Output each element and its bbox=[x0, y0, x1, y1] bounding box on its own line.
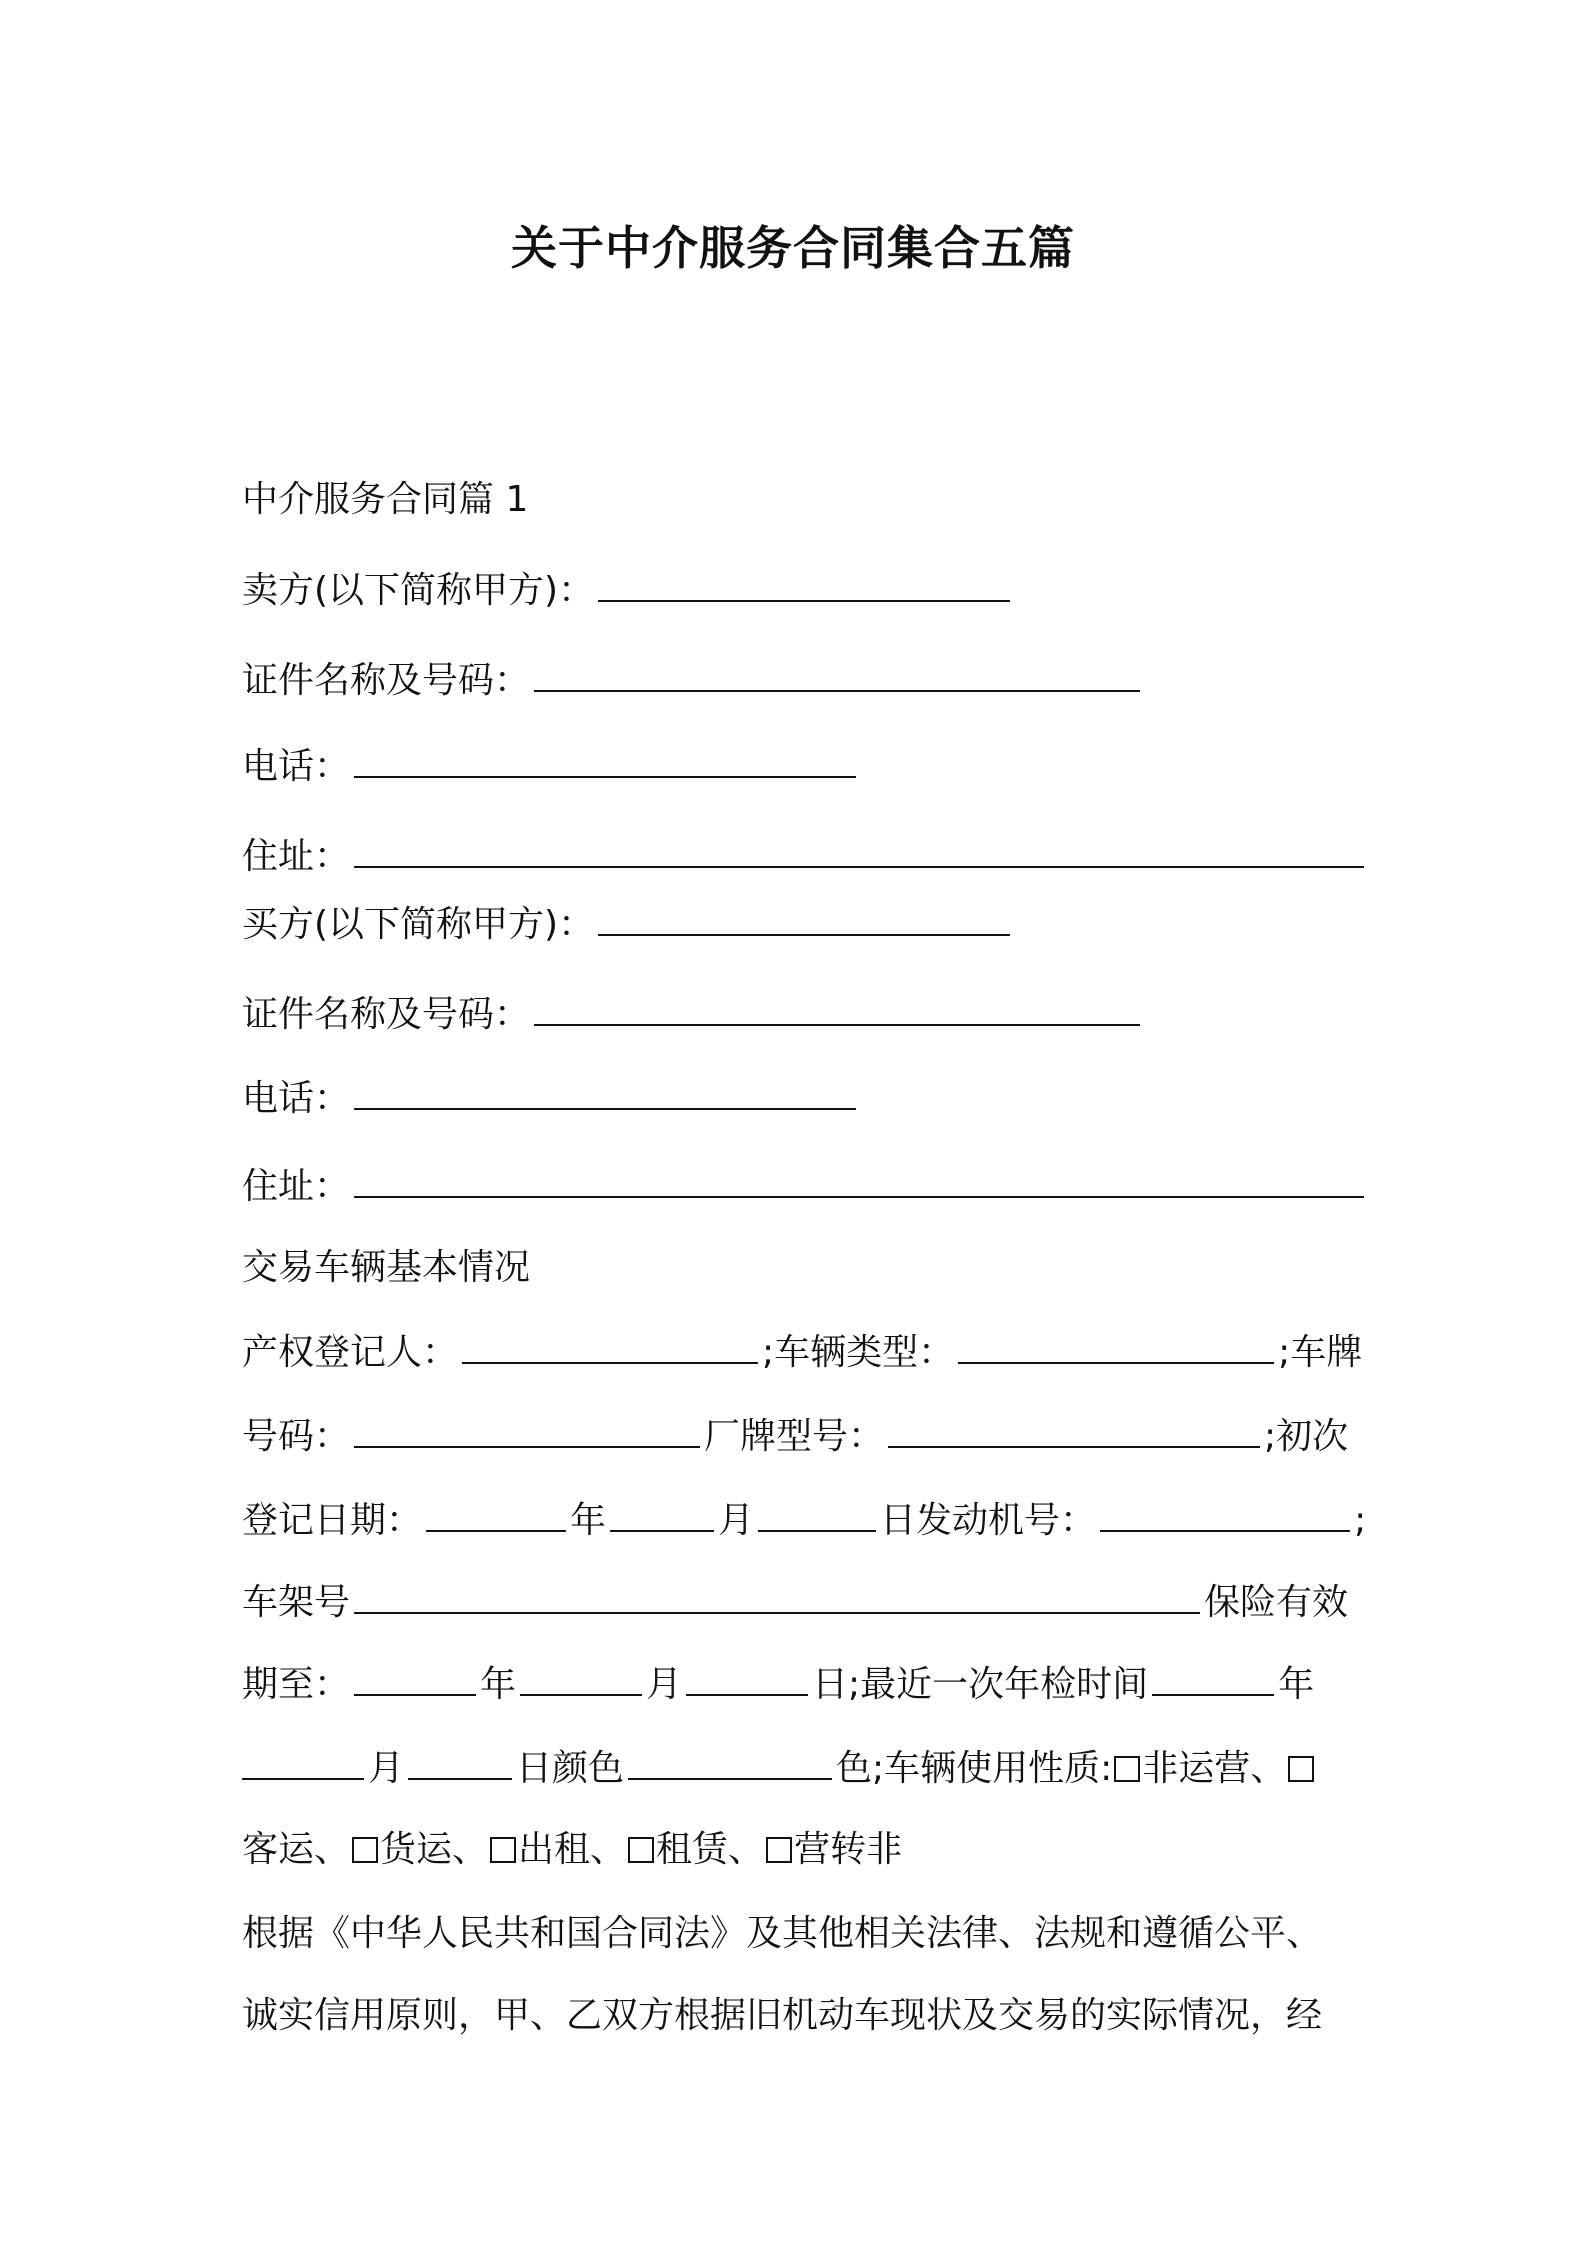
buyer-row bbox=[242, 898, 1014, 951]
usage-option-5: 营转非 bbox=[794, 1829, 903, 1870]
buyer-phone-label: 电话： bbox=[242, 1078, 351, 1119]
seller-id-blank[interactable] bbox=[534, 654, 1140, 692]
color-label: 日颜色 bbox=[516, 1748, 625, 1789]
buyer-address-blank[interactable] bbox=[354, 1160, 1364, 1198]
brand-blank[interactable] bbox=[888, 1410, 1260, 1448]
first-reg-label-b: 登记日期： bbox=[242, 1500, 423, 1541]
semicolon-text: ; bbox=[1354, 1500, 1367, 1541]
color-blank[interactable] bbox=[628, 1742, 832, 1780]
insurance-label-b: 期至： bbox=[242, 1664, 351, 1705]
frame-blank[interactable] bbox=[354, 1576, 1200, 1614]
section-heading: 中介服务合同篇 1 bbox=[242, 479, 529, 520]
type-label: ;车辆类型： bbox=[762, 1332, 955, 1373]
type-blank[interactable] bbox=[958, 1326, 1274, 1364]
seller-name-blank[interactable] bbox=[598, 564, 1010, 602]
ins-year-blank[interactable] bbox=[354, 1658, 476, 1696]
frame-label: 车架号 bbox=[242, 1582, 351, 1623]
checkbox-non-operating[interactable] bbox=[1114, 1756, 1140, 1782]
inspection-label: 日;最近一次年检时间 bbox=[812, 1664, 1149, 1705]
seller-address-label: 住址： bbox=[242, 836, 351, 877]
seller-phone-blank[interactable] bbox=[354, 740, 856, 778]
buyer-address-row bbox=[242, 1160, 1368, 1213]
ins-month-text: 月 bbox=[646, 1664, 683, 1705]
buyer-label: 买方(以下简称甲方)： bbox=[242, 904, 595, 945]
reg-month-blank[interactable] bbox=[610, 1494, 714, 1532]
buyer-phone-row bbox=[242, 1072, 860, 1125]
insp-year-blank[interactable] bbox=[1152, 1658, 1274, 1696]
vehicle-row-5 bbox=[242, 1658, 1314, 1711]
buyer-id-row bbox=[242, 988, 1144, 1041]
usage-option-2: 货运、 bbox=[380, 1829, 489, 1870]
vehicle-row-2 bbox=[242, 1410, 1348, 1463]
checkbox-converted[interactable] bbox=[766, 1837, 792, 1863]
reg-year-blank[interactable] bbox=[426, 1494, 566, 1532]
body-line-2: 诚实信用原则，甲、乙双方根据旧机动车现状及交易的实际情况，经 bbox=[242, 1995, 1323, 2036]
usage-option-0: 非运营、 bbox=[1142, 1748, 1287, 1789]
checkbox-passenger[interactable] bbox=[1288, 1756, 1314, 1782]
seller-phone-row bbox=[242, 740, 860, 793]
plate-label-a: ;车牌 bbox=[1278, 1332, 1363, 1373]
engine-blank[interactable] bbox=[1100, 1494, 1350, 1532]
seller-phone-label: 电话： bbox=[242, 746, 351, 787]
checkbox-taxi[interactable] bbox=[490, 1837, 516, 1863]
brand-label: 厂牌型号： bbox=[704, 1416, 885, 1457]
body-line-1: 根据《中华人民共和国合同法》及其他相关法律、法规和遵循公平、 bbox=[242, 1913, 1323, 1954]
year-text: 年 bbox=[570, 1500, 607, 1541]
insp-month-blank[interactable] bbox=[242, 1742, 364, 1780]
vehicle-row-7 bbox=[242, 1824, 902, 1876]
usage-option-1: 客运、 bbox=[242, 1829, 351, 1870]
usage-label: 色;车辆使用性质: bbox=[836, 1748, 1113, 1789]
buyer-phone-blank[interactable] bbox=[354, 1072, 856, 1110]
ins-day-blank[interactable] bbox=[686, 1658, 808, 1696]
insp-year-text: 年 bbox=[1278, 1664, 1315, 1705]
plate-blank[interactable] bbox=[354, 1410, 700, 1448]
buyer-id-label: 证件名称及号码： bbox=[242, 994, 531, 1035]
buyer-name-blank[interactable] bbox=[598, 898, 1010, 936]
ins-month-blank[interactable] bbox=[520, 1658, 642, 1696]
seller-id-row bbox=[242, 654, 1144, 707]
seller-label: 卖方(以下简称甲方)： bbox=[242, 570, 595, 611]
seller-id-label: 证件名称及号码： bbox=[242, 660, 531, 701]
reg-day-blank[interactable] bbox=[758, 1494, 876, 1532]
vehicle-row-1 bbox=[242, 1326, 1362, 1379]
engine-label: 日发动机号： bbox=[880, 1500, 1097, 1541]
insurance-label-a: 保险有效 bbox=[1204, 1582, 1349, 1623]
insp-day-blank[interactable] bbox=[408, 1742, 512, 1780]
checkbox-lease[interactable] bbox=[628, 1837, 654, 1863]
month-text: 月 bbox=[718, 1500, 755, 1541]
vehicle-row-4 bbox=[242, 1576, 1348, 1629]
seller-address-blank[interactable] bbox=[354, 830, 1364, 868]
vehicle-heading: 交易车辆基本情况 bbox=[242, 1247, 531, 1288]
seller-row bbox=[242, 564, 1014, 617]
seller-address-row bbox=[242, 830, 1368, 883]
ins-year-text: 年 bbox=[480, 1664, 517, 1705]
buyer-address-label: 住址： bbox=[242, 1166, 351, 1207]
owner-blank[interactable] bbox=[462, 1326, 758, 1364]
insp-month-text: 月 bbox=[368, 1748, 405, 1789]
usage-option-4: 租赁、 bbox=[656, 1829, 765, 1870]
plate-label-b: 号码： bbox=[242, 1416, 351, 1457]
vehicle-row-3 bbox=[242, 1494, 1366, 1547]
vehicle-row-6 bbox=[242, 1742, 1316, 1795]
owner-label: 产权登记人： bbox=[242, 1332, 459, 1373]
first-reg-label-a: ;初次 bbox=[1264, 1416, 1349, 1457]
document-title: 关于中介服务合同集合五篇 bbox=[511, 221, 1075, 275]
checkbox-freight[interactable] bbox=[352, 1837, 378, 1863]
buyer-id-blank[interactable] bbox=[534, 988, 1140, 1026]
usage-option-3: 出租、 bbox=[518, 1829, 627, 1870]
